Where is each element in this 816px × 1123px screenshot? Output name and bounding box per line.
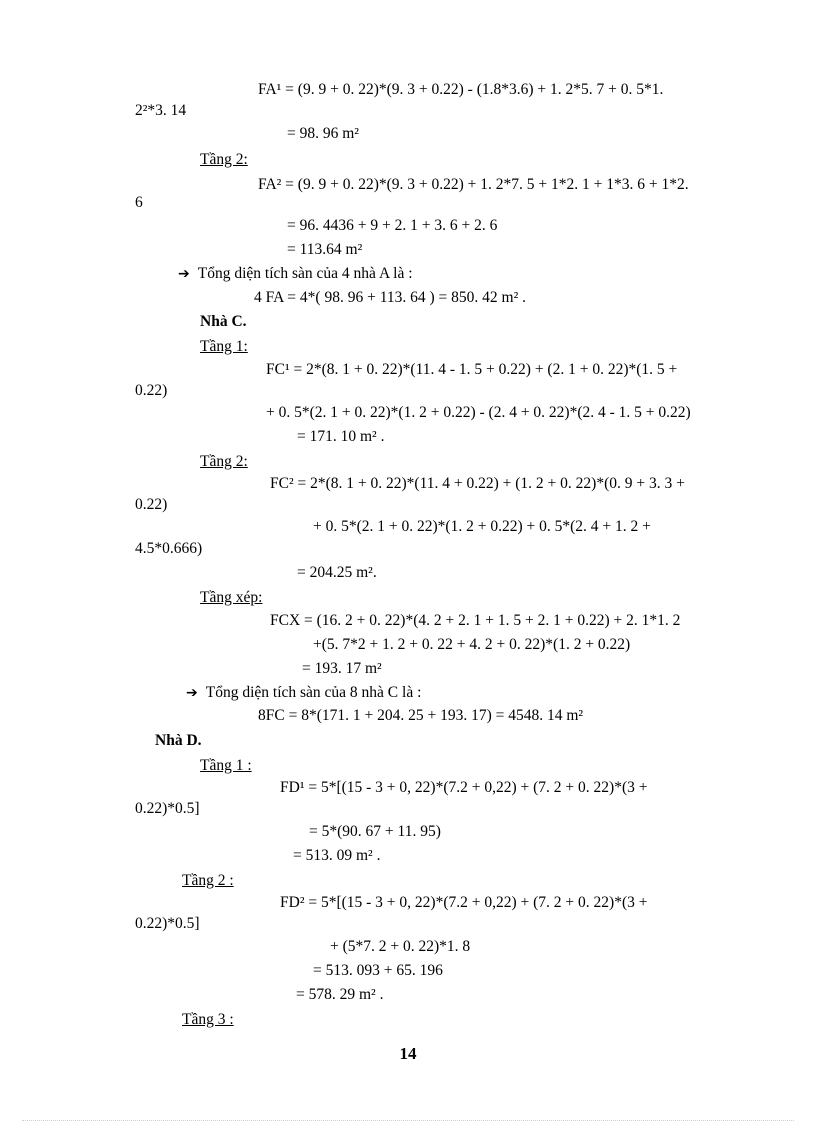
formula-step: = 96. 4436 + 9 + 2. 1 + 3. 6 + 2. 6: [287, 217, 498, 234]
formula-result: = 578. 29 m² .: [296, 986, 384, 1003]
formula-fd1: FD¹ = 5*[(15 - 3 + 0, 22)*(7.2 + 0,22) + (7. 2 + 0. 22)*(3 +: [280, 779, 648, 796]
formula-result: = 513. 09 m² .: [293, 847, 381, 864]
formula-fd2: FD² = 5*[(15 - 3 + 0, 22)*(7.2 + 0,22) + (7. 2 + 0. 22)*(3 +: [280, 894, 648, 911]
formula-continuation: + (5*7. 2 + 0. 22)*1. 8: [330, 938, 471, 955]
formula-result: = 171. 10 m² .: [297, 428, 385, 445]
heading-floor-2: Tầng 2:: [200, 453, 248, 470]
formula-text: FA¹ = (9. 9 + 0. 22)*(9. 3 + 0.22) - (1.8*3.6) + 1. 2*5. 7 + 0. 5*1.: [258, 81, 664, 98]
summary-line-a: ➔ Tổng diện tích sàn của 4 nhà A là :: [178, 265, 413, 282]
formula-continuation: 0.22): [135, 496, 168, 513]
formula-fcx: FCX = (16. 2 + 0. 22)*(4. 2 + 2. 1 + 1. 5 + 2. 1 + 0.22) + 2. 1*1. 2: [270, 612, 681, 629]
page-number: 14: [399, 1044, 417, 1063]
formula-result: = 113.64 m²: [287, 241, 363, 258]
formula-total-a: 4 FA = 4*( 98. 96 + 113. 64 ) = 850. 42 m² .: [254, 289, 526, 306]
formula-step: = 5*(90. 67 + 11. 95): [309, 823, 441, 840]
heading-floor-2: Tầng 2 :: [182, 872, 234, 889]
heading-mezzanine: Tầng xép:: [200, 589, 263, 606]
arrow-right-icon: ➔: [186, 685, 198, 701]
summary-line-c: ➔ Tổng diện tích sàn của 8 nhà C là :: [186, 684, 422, 701]
formula-fa2: FA² = (9. 9 + 0. 22)*(9. 3 + 0.22) + 1. 2*7. 5 + 1*2. 1 + 1*3. 6 + 1*2.: [258, 176, 689, 193]
formula-fa1: [258, 80, 663, 100]
formula-continuation: +(5. 7*2 + 1. 2 + 0. 22 + 4. 2 + 0. 22)*(1. 2 + 0.22): [313, 636, 631, 653]
formula-result: = 204.25 m².: [297, 564, 377, 581]
formula-continuation: 0.22): [135, 382, 168, 399]
heading-house-d: Nhà D.: [155, 732, 202, 749]
formula-continuation: 0.22)*0.5]: [135, 915, 200, 932]
bottom-divider: [22, 1120, 794, 1121]
heading-floor-3: Tầng 3 :: [182, 1011, 234, 1028]
formula-result: = 193. 17 m²: [302, 660, 382, 677]
formula-fc1: FC¹ = 2*(8. 1 + 0. 22)*(11. 4 - 1. 5 + 0.22) + (2. 1 + 0. 22)*(1. 5 +: [266, 361, 678, 378]
formula-continuation: + 0. 5*(2. 1 + 0. 22)*(1. 2 + 0.22) - (2. 4 + 0. 22)*(2. 4 - 1. 5 + 0.22): [266, 404, 691, 421]
formula-result: = 98. 96 m²: [287, 125, 359, 142]
formula-total-c: 8FC = 8*(171. 1 + 204. 25 + 193. 17) = 4548. 14 m²: [258, 707, 584, 724]
formula-step: = 513. 093 + 65. 196: [313, 962, 443, 979]
formula-continuation: 6: [135, 194, 143, 211]
formula-continuation: 0.22)*0.5]: [135, 800, 200, 817]
heading-floor-1: Tầng 1 :: [200, 757, 252, 774]
formula-fc2: FC² = 2*(8. 1 + 0. 22)*(11. 4 + 0.22) + (1. 2 + 0. 22)*(0. 9 + 3. 3 +: [270, 475, 685, 492]
formula-continuation: 2²*3. 14: [135, 102, 187, 119]
heading-floor-1: Tầng 1:: [200, 338, 248, 355]
formula-continuation: + 0. 5*(2. 1 + 0. 22)*(1. 2 + 0.22) + 0. 5*(2. 4 + 1. 2 +: [313, 518, 651, 535]
heading-floor-2: Tầng 2:: [200, 151, 248, 168]
formula-continuation: 4.5*0.666): [135, 540, 203, 557]
arrow-right-icon: ➔: [178, 266, 190, 282]
heading-house-c: Nhà C.: [200, 313, 247, 330]
